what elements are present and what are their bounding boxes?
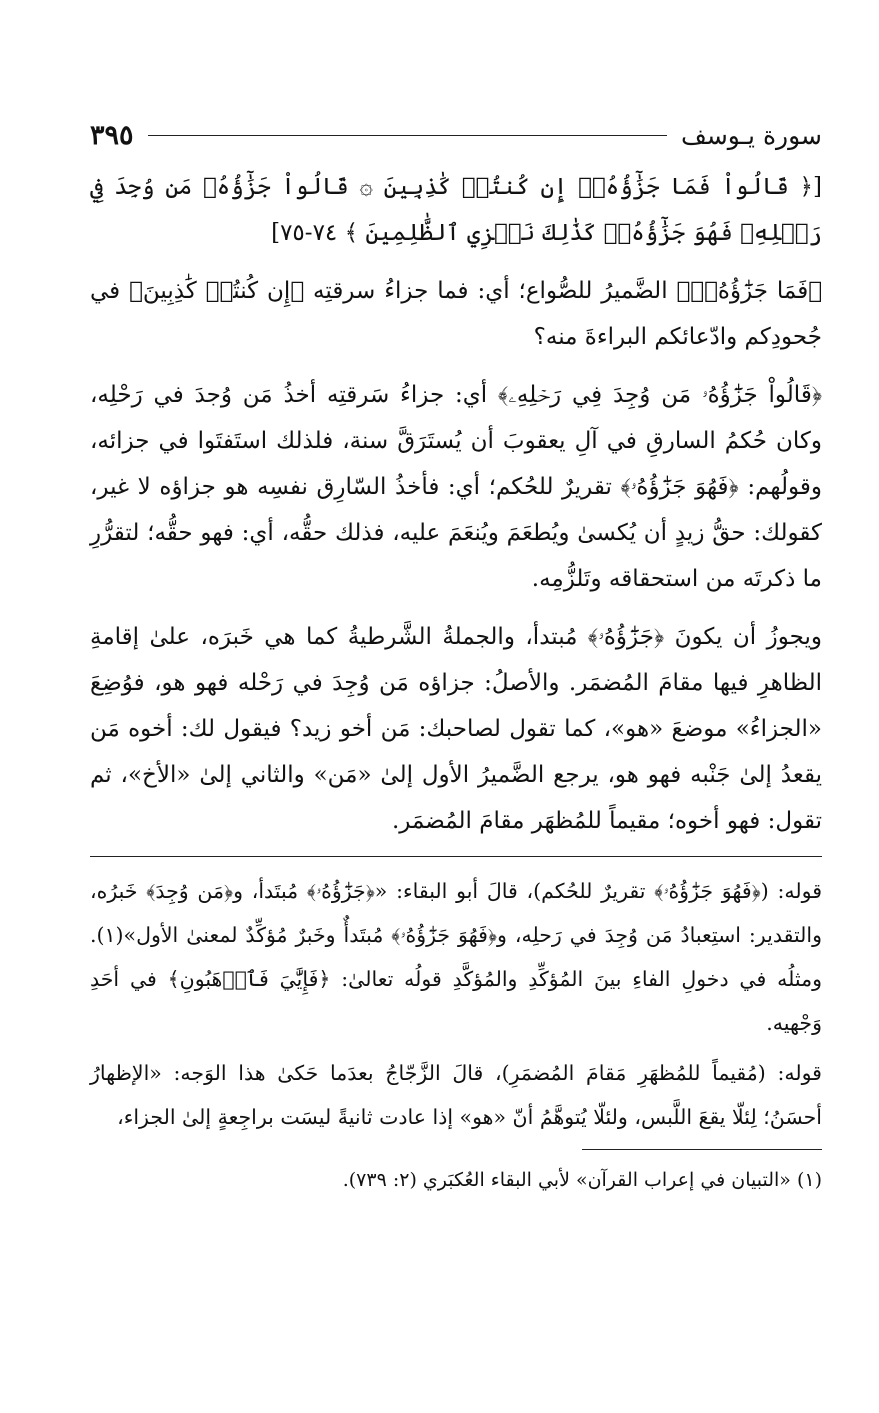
chapter-title: سورة يـوسف [680,120,822,150]
footnote: (١) «التبيان في إعراب القرآن» لأبي البقاء العُكبَري (٢: ٧٣٩). [342,1169,822,1191]
page-number: ٣٩٥ [90,119,134,151]
commentary-paragraph-1: قوله: (﴿فَهُوَ جَزَٰٓؤُهُۥ﴾ تقريرٌ للحُكم)، قالَ أبو البقاء: «﴿جَزَٰٓؤُهُۥ﴾ مُبتَدأ، و﴿مَن وُجِدَ﴾ خَبرُه، والتقدير: استِعبادُ مَن وُجِدَ في رَحلِه، و﴿فَهُوَ جَزَٰٓؤُهُۥ﴾ مُبتَدأٌ وخَبرٌ مُؤكِّدٌ لمعنىٰ الأول»(١). ومثلُه في دخولِ الفاءِ بينَ المُؤكِّدِ والمُؤكَّدِ قولُه تعالىٰ: ﴿فَإِيَّٰيَ فَٱرۡهَبُونِ﴾ في أحَدِ وَجْهيه. [90,879,822,1035]
running-header [90,110,822,160]
tafsir-paragraph-1: ﴿فَمَا جَزَٰٓؤُهُۥٓ﴾ الضَّميرُ للصُّواع؛ أي: فما جزاءُ سرقتِه ﴿إِن كُنتُمۡ كَٰذِبِينَ﴾ في جُحودِكم وادّعائكم البراءةَ منه؟ [90,278,822,350]
header-rule [148,135,667,136]
tafsir-paragraph-2: ﴿قَالُواْ جَزَٰٓؤُهُۥ مَن وُجِدَ فِي رَحۡلِهِۦ﴾ أي: جزاءُ سَرقتِه أخذُ مَن وُجدَ في رَحْلِه، وكان حُكمُ السارقِ في آلِ يعقوبَ أن يُستَرَقَّ سنة، فلذلك استَفتَوا في جزائه، وقولُهم: ﴿فَهُوَ جَزَٰٓؤُهُۥ﴾ تقريرٌ للحُكم؛ أي: فأخذُ السّارِق نفسِه هو جزاؤه لا غير، كقولك: حقُّ زيدٍ أن يُكسىٰ ويُطعَمَ ويُنعَمَ عليه، فذلك حقُّه، أي: فهو حقُّه؛ لتقرُّرِ ما ذكرتَه من استحقاقه وتَلزُّمِه. [90,382,822,592]
tafsir-paragraph-3: ويجوزُ أن يكونَ ﴿جَزَٰٓؤُهُۥ﴾ مُبتدأ، والجملةُ الشَّرطيةُ كما هي خَبرَه، علىٰ إقامةِ الظاهرِ فيها مقامَ المُضمَر. والأصلُ: جزاؤه مَن وُجِدَ في رَحْله فهو هو، فوُضِعَ «الجزاءُ» موضعَ «هو»، كما تقول لصاحبك: مَن أخو زيد؟ فيقول لك: أخوه مَن يقعدُ إلىٰ جَنْبه فهو هو، يرجع الضَّميرُ الأول إلىٰ «مَن» والثاني إلىٰ «الأخ»، ثم تقول: فهو أخوه؛ مقيماً للمُظهَر مقامَ المُضمَر. [90,624,822,834]
section-divider [90,856,822,857]
commentary-paragraph-2: قوله: (مُقيماً للمُظهَرِ مَقامَ المُضمَرِ)، قالَ الزَّجّاجُ بعدَما حَكىٰ هذا الوَجه: «الإظهارُ أحسَنُ؛ لِئلّا يقعَ اللَّبس، ولئلّا يُتوهَّمُ أنّ «هو» إذا عادت ثانيةً ليسَت براجِعةٍ إلىٰ الجزاء، [90,1061,822,1129]
page [90,110,822,1196]
footnote-rule [582,1149,822,1150]
quran-verse: [﴿ قَالُواْ فَمَا جَزَٰٓؤُهُۥٓ إِن كُنتُمۡ كَٰذِبِينَ ۞ قَالُواْ جَزَٰٓؤُهُۥ مَن وُجِدَ فِي رَحۡلِهِۦ فَهُوَ جَزَٰٓؤُهُۥۚ كَذَٰلِكَ نَجۡزِي ٱلظَّٰلِمِينَ ﴾ ٧٤-٧٥] [90,174,822,246]
